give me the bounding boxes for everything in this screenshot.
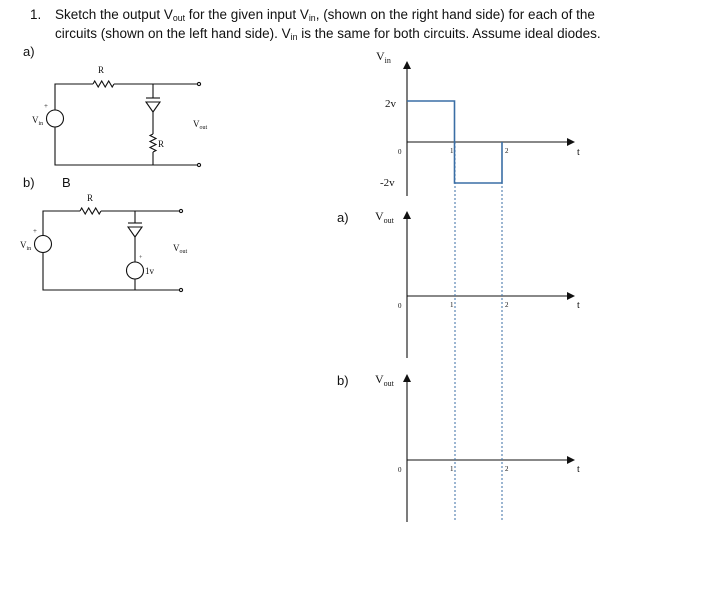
graph-b-ylabel: $V_{out}$ (375, 372, 394, 388)
circuit-a-wires (55, 84, 198, 165)
circuit-a-diode (146, 91, 160, 115)
graph-vin-high-label: 2v (385, 98, 396, 110)
graph-vin-low-label: -2v (380, 177, 395, 189)
circuit-a-resistor-label: R (97, 65, 105, 75)
graph-vin (407, 62, 574, 196)
graph-b-origin: 0 (398, 466, 402, 474)
circuit-b-battery-plus: + (139, 255, 143, 261)
graph-b (407, 375, 574, 522)
part-b-label: b) (23, 175, 35, 190)
circuit-b-wires (43, 211, 180, 290)
question-line-1: Sketch the output $V_{out}$ for the given input $V_{in}$, (shown on the right hand side) for each of the (55, 7, 595, 24)
circuit-b-battery (127, 262, 144, 279)
graph-a-xlabel: t (577, 300, 580, 311)
circuit-b-source-plus: + (33, 227, 37, 235)
graph-a-tick-2: 2 (505, 301, 509, 309)
circuit-a-shunt-resistor-label: R (158, 139, 165, 149)
circuit-a-series-resistor (93, 81, 114, 87)
circuit-b-resistor-label: R (86, 193, 94, 203)
circuit-b-battery-label: 1v (145, 266, 154, 276)
question-line-2: circuits (shown on the left hand side). $V_{in}$ is the same for both circuits. Assume ideal diodes. (55, 26, 601, 43)
circuit-b-series-resistor (80, 208, 101, 214)
circuit-a-output-terminal-top (197, 82, 200, 85)
graph-a (407, 212, 574, 358)
circuit-a-shunt-resistor (150, 134, 156, 152)
circuit-a-source (47, 110, 64, 127)
graph-vin-origin: 0 (398, 148, 402, 156)
part-a-label: a) (23, 44, 35, 59)
graph-vin-xlabel: t (577, 147, 580, 158)
graph-b-tick-1: 1 (450, 465, 454, 473)
circuit-b-source (35, 236, 52, 253)
graph-a-part-label: a) (337, 210, 349, 225)
circuit-b-diode (128, 219, 142, 240)
circuit-a-source-label: $V_{in}$ (32, 115, 44, 127)
graph-a-ylabel: $V_{out}$ (375, 209, 394, 225)
graph-vin-tick-1: 1 (450, 147, 454, 155)
circuit-b-tag: B (62, 175, 71, 190)
graph-vin-ylabel: $V_{in}$ (376, 49, 391, 65)
graph-a-tick-1: 1 (450, 301, 454, 309)
circuit-a-output-label: $V_{out}$ (193, 119, 208, 131)
circuit-b-source-label: $V_{in}$ (20, 240, 32, 252)
circuit-a (47, 81, 201, 167)
circuit-a-source-plus: + (44, 102, 48, 110)
circuit-b-output-terminal-top (179, 209, 182, 212)
graph-b-xlabel: t (577, 464, 580, 475)
circuit-b-output-label: $V_{out}$ (173, 243, 188, 255)
graph-vin-tick-2: 2 (505, 147, 509, 155)
circuit-b-output-terminal-bottom (179, 288, 182, 291)
graph-b-part-label: b) (337, 373, 349, 388)
question-number: 1. (30, 7, 42, 22)
graph-b-tick-2: 2 (505, 465, 509, 473)
circuit-b (35, 208, 183, 292)
circuit-a-output-terminal-bottom (197, 163, 200, 166)
graph-a-origin: 0 (398, 302, 402, 310)
